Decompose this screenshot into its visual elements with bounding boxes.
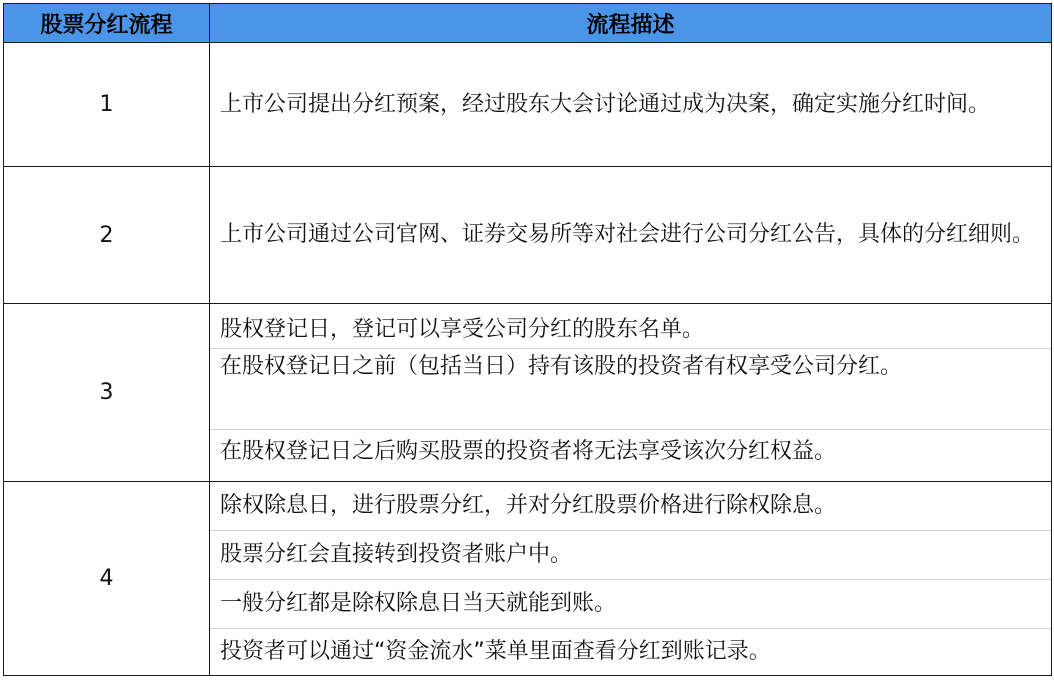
table-row xyxy=(4,304,1052,482)
description-line: 除权除息日，进行股票分红，并对分红股票价格进行除权除息。 xyxy=(220,493,837,518)
step-description xyxy=(210,167,1052,304)
header-description: 流程描述 xyxy=(210,4,1052,43)
table-row xyxy=(4,482,1052,676)
step-number: 4 xyxy=(4,482,210,676)
step-description xyxy=(210,43,1052,167)
description-line: 投资者可以通过“资金流水”菜单里面查看分红到账记录。 xyxy=(210,628,1051,675)
dividend-process-table xyxy=(3,3,1052,676)
description-line: 上市公司通过公司官网、证券交易所等对社会进行公司分红公告，具体的分红细则。 xyxy=(220,222,1035,247)
description-line: 上市公司提出分红预案，经过股东大会讨论通过成为决案，确定实施分红时间。 xyxy=(220,91,991,117)
header-row xyxy=(4,4,1052,43)
description-line: 在股权登记日之前（包括当日）持有该股的投资者有权享受公司分红。 xyxy=(210,348,1051,429)
table-row xyxy=(4,167,1052,304)
step-description xyxy=(210,482,1052,676)
description-line: 股权登记日，登记可以享受公司分红的股东名单。 xyxy=(220,316,705,342)
description-line: 一般分红都是除权除息日当天就能到账。 xyxy=(210,579,1051,628)
step-number: 3 xyxy=(4,304,210,482)
description-line: 股票分红会直接转到投资者账户中。 xyxy=(210,530,1051,579)
description-line: 在股权登记日之后购买股票的投资者将无法享受该次分红权益。 xyxy=(210,429,1051,474)
header-process: 股票分红流程 xyxy=(4,4,210,43)
table-row xyxy=(4,43,1052,167)
step-description xyxy=(210,304,1052,482)
step-number: 1 xyxy=(4,43,210,167)
step-number: 2 xyxy=(4,167,210,304)
